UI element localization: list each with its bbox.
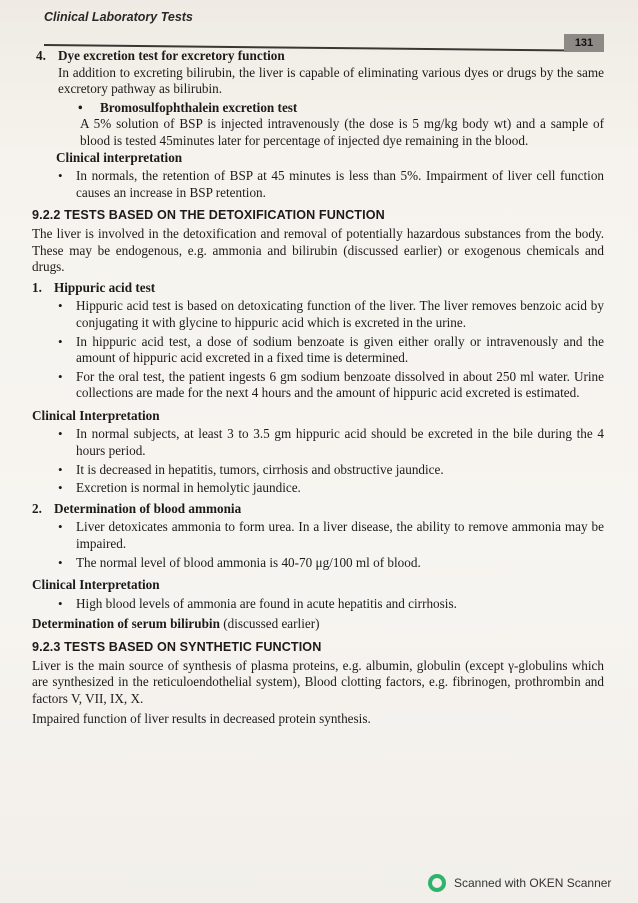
ammonia-list bbox=[32, 519, 604, 571]
dye-test-title bbox=[36, 48, 604, 65]
list-item: • It is decreased in hepatitis, tumors, cirrhosis and obstructive jaundice. bbox=[32, 462, 604, 479]
hippuric-clin-heading: Clinical Interpretation bbox=[32, 407, 160, 423]
section-heading-detox: 9.2.2 TESTS BASED ON THE DETOXIFICATION FUNCTION bbox=[32, 208, 385, 223]
dye-clin-list bbox=[32, 168, 604, 201]
section-heading-synthetic: 9.2.3 TESTS BASED ON SYNTHETIC FUNCTION bbox=[32, 640, 322, 654]
list-item: • The normal level of blood ammonia is 40-70 μg/100 ml of blood. bbox=[32, 555, 604, 572]
hippuric-title bbox=[32, 280, 604, 297]
dye-test-title-text: Dye excretion test for excretory function bbox=[58, 48, 285, 63]
scanner-watermark bbox=[428, 872, 611, 894]
ammonia-title bbox=[32, 501, 604, 518]
bullet-icon: • bbox=[78, 99, 83, 115]
scanner-logo-icon bbox=[428, 874, 446, 892]
bilirubin-line-rest: (discussed earlier) bbox=[219, 616, 320, 632]
list-item: • In hippuric acid test, a dose of sodium benzoate is given either orally or intravenously and the amount of hippuric acid excreted in a fixed time is determined. bbox=[32, 334, 604, 367]
list-item: • Hippuric acid test is based on detoxicating function of the liver. The liver removes benzoic acid by conjugating it with glycine to hippuric acid which is excreted in the urine. bbox=[32, 298, 604, 331]
detox-intro: The liver is involved in the detoxification and removal of potentially hazardous substances from the body. These may be endogenous, e.g. ammonia and bilirubin (discussed earlier) or exogenous chemicals and drugs. bbox=[32, 225, 604, 275]
bsp-title-text: Bromosulfophthalein excretion test bbox=[100, 99, 298, 115]
bsp-title bbox=[78, 100, 604, 117]
bsp-text: A 5% solution of BSP is injected intravenously (the dose is 5 mg/kg body wt) and a sample of blood is tested 45minutes later for percentage of injected dye remaining in the blood. bbox=[80, 116, 604, 148]
list-item: • Excretion is normal in hemolytic jaundice. bbox=[32, 480, 604, 497]
synthetic-para-1: Liver is the main source of synthesis of plasma proteins, e.g. albumin, globulin (except γ-globulins which are synthesized in the reticuloendothelial system), Blood clotting factors, e.g. fibrinogen, prothrombin and factors V, VII, IX, X. bbox=[32, 657, 604, 706]
scanner-text: Scanned with OKEN Scanner bbox=[454, 876, 612, 890]
hippuric-number: 1. bbox=[32, 279, 42, 295]
hippuric-list bbox=[32, 298, 604, 402]
ammonia-number: 2. bbox=[32, 500, 42, 516]
dye-test-intro: In addition to excreting bilirubin, the liver is capable of eliminating various dyes or drugs by the same excretory pathway as bilirubin. bbox=[58, 64, 604, 97]
dye-test-number: 4. bbox=[36, 48, 46, 63]
ammonia-clin-list bbox=[32, 596, 604, 613]
list-item: • In normal subjects, at least 3 to 3.5 gm hippuric acid should be excreted in the bile during the 4 hours period. bbox=[32, 426, 604, 459]
hippuric-clin-list bbox=[32, 426, 604, 496]
list-item: • In normals, the retention of BSP at 45 minutes is less than 5%. Impairment of liver cell function causes an increase in BSP retention. bbox=[32, 168, 604, 201]
page-content bbox=[32, 48, 604, 728]
ammonia-title-text: Determination of blood ammonia bbox=[54, 500, 242, 516]
hippuric-title-text: Hippuric acid test bbox=[54, 279, 156, 295]
page-header bbox=[44, 8, 604, 48]
running-head: Clinical Laboratory Tests bbox=[44, 10, 193, 24]
list-item: • High blood levels of ammonia are found in acute hepatitis and cirrhosis. bbox=[32, 596, 604, 613]
ammonia-clin-heading: Clinical Interpretation bbox=[32, 577, 160, 593]
list-item: • Liver detoxicates ammonia to form urea. In a liver disease, the ability to remove ammonia may be impaired. bbox=[32, 519, 604, 552]
synthetic-para-2: Impaired function of liver results in decreased protein synthesis. bbox=[32, 711, 371, 727]
bilirubin-line bbox=[32, 616, 604, 633]
dye-clin-heading: Clinical interpretation bbox=[56, 149, 183, 165]
bilirubin-line-bold: Determination of serum bilirubin bbox=[32, 616, 220, 632]
list-item: • For the oral test, the patient ingests 6 gm sodium benzoate dissolved in about 250 ml water. Urine collections are made for the next 4 hours and the amount of hippuric acid excreted is estimated. bbox=[32, 369, 604, 402]
page-number: 131 bbox=[564, 34, 604, 52]
